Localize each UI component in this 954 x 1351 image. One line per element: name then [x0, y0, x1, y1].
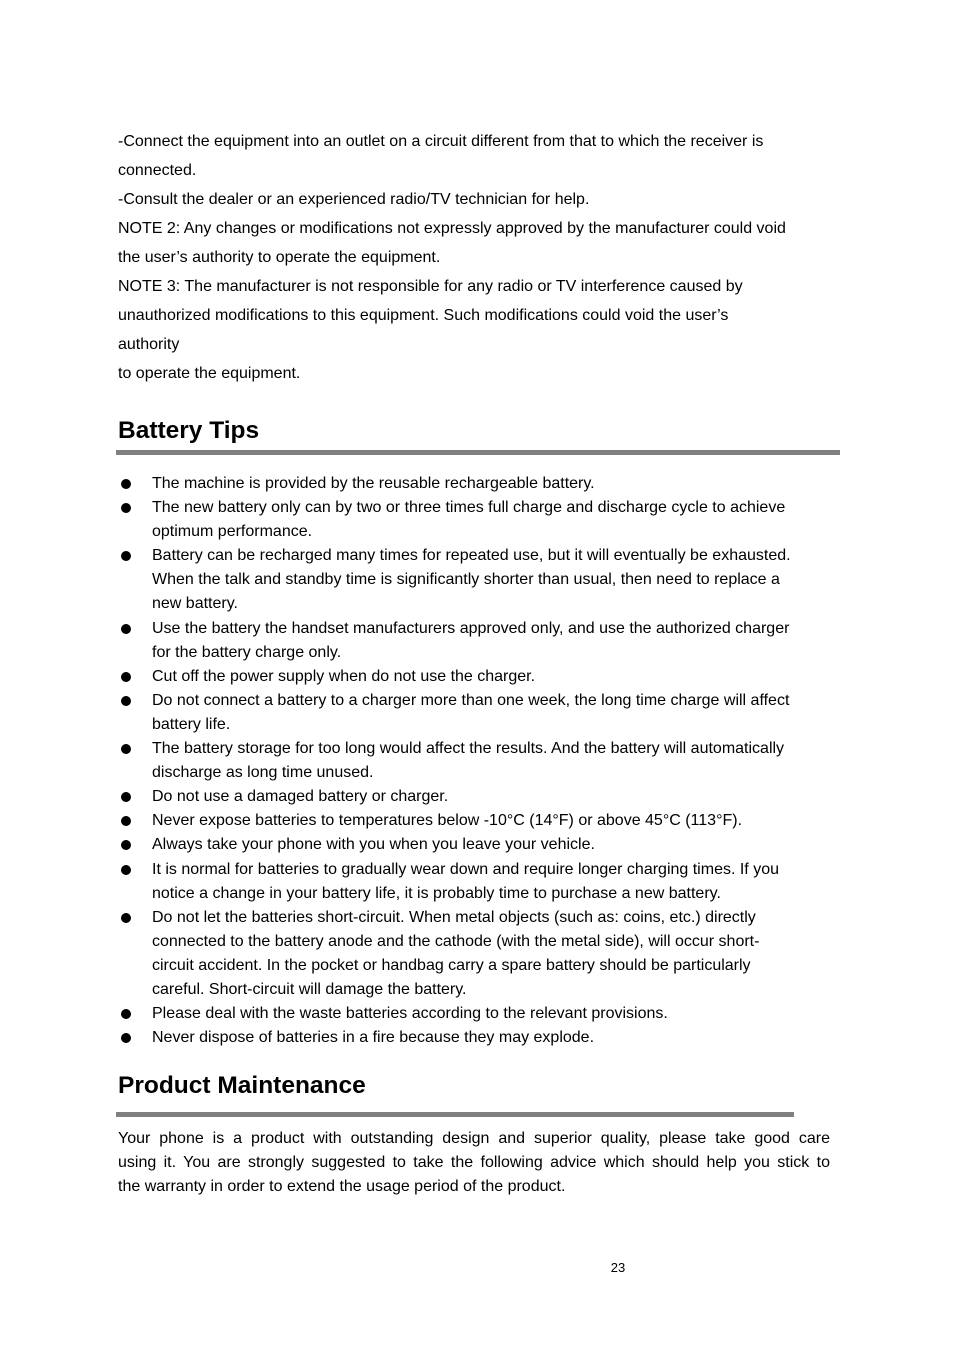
battery-tip-text: battery life.	[152, 715, 231, 733]
bullet-dot-icon	[121, 744, 131, 754]
battery-tip-text: Never dispose of batteries in a fire because they may explode.	[152, 1029, 595, 1047]
battery-tip-text: notice a change in your battery life, it is probably time to purchase a new battery.	[152, 884, 721, 902]
battery-tip-text: It is normal for batteries to gradually wear down and require longer charging times. If you	[152, 860, 779, 878]
battery-tip-item	[118, 906, 838, 1002]
bullet-dot-icon	[121, 503, 131, 513]
bullet-dot-icon	[121, 1009, 131, 1019]
bullet-dot-icon	[121, 913, 131, 923]
battery-tip-text: Do not connect a battery to a charger more than one week, the long time charge will affect	[152, 691, 790, 709]
battery-tip-text: Cut off the power supply when do not use the charger.	[152, 667, 536, 685]
battery-tip-item	[118, 544, 838, 616]
battery-tip-text: connected to the battery anode and the cathode (with the metal side), will occur short-	[152, 932, 760, 950]
bullet-dot-icon	[121, 624, 131, 634]
product-maintenance-paragraph	[118, 1127, 830, 1199]
battery-tip-text: discharge as long time unused.	[152, 764, 374, 782]
product-maintenance-heading: Product Maintenance	[118, 1072, 366, 1099]
bullet-dot-icon	[121, 551, 131, 561]
page-number: 23	[610, 1260, 626, 1275]
battery-tip-text: The battery storage for too long would affect the results. And the battery will automatically	[152, 740, 785, 758]
battery-tip-text: Use the battery the handset manufacturers approved only, and use the authorized charger	[152, 619, 790, 637]
paragraph-line: Your phone is a product with outstanding design and superior quality, please take good care	[118, 1130, 830, 1147]
intro-line: NOTE 3: The manufacturer is not responsible for any radio or TV interference caused by	[118, 278, 743, 295]
battery-tip-item	[118, 472, 838, 496]
battery-tip-item	[118, 833, 838, 857]
paragraph-line: using it. You are strongly suggested to take the following advice which should help you stick to	[118, 1154, 830, 1171]
battery-tip-item	[118, 496, 838, 544]
battery-tip-item	[118, 737, 838, 785]
intro-line: connected.	[118, 162, 197, 179]
battery-tip-item	[118, 858, 838, 906]
intro-line: the user’s authority to operate the equipment.	[118, 249, 441, 266]
bullet-dot-icon	[121, 865, 131, 875]
battery-tip-item	[118, 809, 838, 833]
intro-line: -Consult the dealer or an experienced radio/TV technician for help.	[118, 191, 590, 208]
battery-tip-text: new battery.	[152, 595, 238, 613]
battery-tips-heading: Battery Tips	[118, 417, 260, 444]
battery-tips-divider	[116, 450, 840, 455]
bullet-dot-icon	[121, 696, 131, 706]
battery-tips-list	[118, 472, 838, 1050]
bullet-dot-icon	[121, 840, 131, 850]
battery-tip-text: Do not use a damaged battery or charger.	[152, 788, 449, 806]
bullet-dot-icon	[121, 479, 131, 489]
paragraph-line: the warranty in order to extend the usage period of the product.	[118, 1178, 566, 1195]
fcc-notes-section	[118, 127, 838, 388]
battery-tip-item	[118, 1002, 838, 1026]
battery-tip-text: Do not let the batteries short-circuit. When metal objects (such as: coins, etc.) directly	[152, 908, 756, 926]
bullet-dot-icon	[121, 672, 131, 682]
battery-tip-text: The new battery only can by two or three times full charge and discharge cycle to achieve	[152, 499, 786, 517]
battery-tip-item	[118, 665, 838, 689]
battery-tip-text: Never expose batteries to temperatures below -10°C (14°F) or above 45°C (113°F).	[152, 812, 743, 830]
intro-line: NOTE 2: Any changes or modifications not expressly approved by the manufacturer could void	[118, 220, 786, 237]
battery-tip-item	[118, 689, 838, 737]
bullet-dot-icon	[121, 792, 131, 802]
battery-tip-text: Please deal with the waste batteries according to the relevant provisions.	[152, 1005, 668, 1023]
bullet-dot-icon	[121, 1033, 131, 1043]
battery-tip-item	[118, 617, 838, 665]
intro-line: unauthorized modifications to this equipment. Such modifications could void the user’s	[118, 307, 729, 324]
battery-tip-text: Always take your phone with you when you leave your vehicle.	[152, 836, 595, 854]
intro-line: -Connect the equipment into an outlet on a circuit different from that to which the receiver is	[118, 133, 764, 150]
battery-tip-text: When the talk and standby time is significantly shorter than usual, then need to replace a	[152, 571, 780, 589]
battery-tip-item	[118, 1026, 838, 1050]
bullet-dot-icon	[121, 816, 131, 826]
intro-line: authority	[118, 336, 180, 353]
battery-tip-text: for the battery charge only.	[152, 643, 342, 661]
battery-tip-text: Battery can be recharged many times for repeated use, but it will eventually be exhausted.	[152, 547, 791, 565]
battery-tip-text: optimum performance.	[152, 523, 313, 541]
battery-tip-text: The machine is provided by the reusable rechargeable battery.	[152, 475, 595, 492]
battery-tip-item	[118, 785, 838, 809]
product-maintenance-divider	[116, 1112, 794, 1117]
battery-tip-text: careful. Short-circuit will damage the battery.	[152, 980, 467, 998]
battery-tip-text: circuit accident. In the pocket or handbag carry a spare battery should be particularly	[152, 956, 751, 974]
intro-line: to operate the equipment.	[118, 365, 301, 382]
